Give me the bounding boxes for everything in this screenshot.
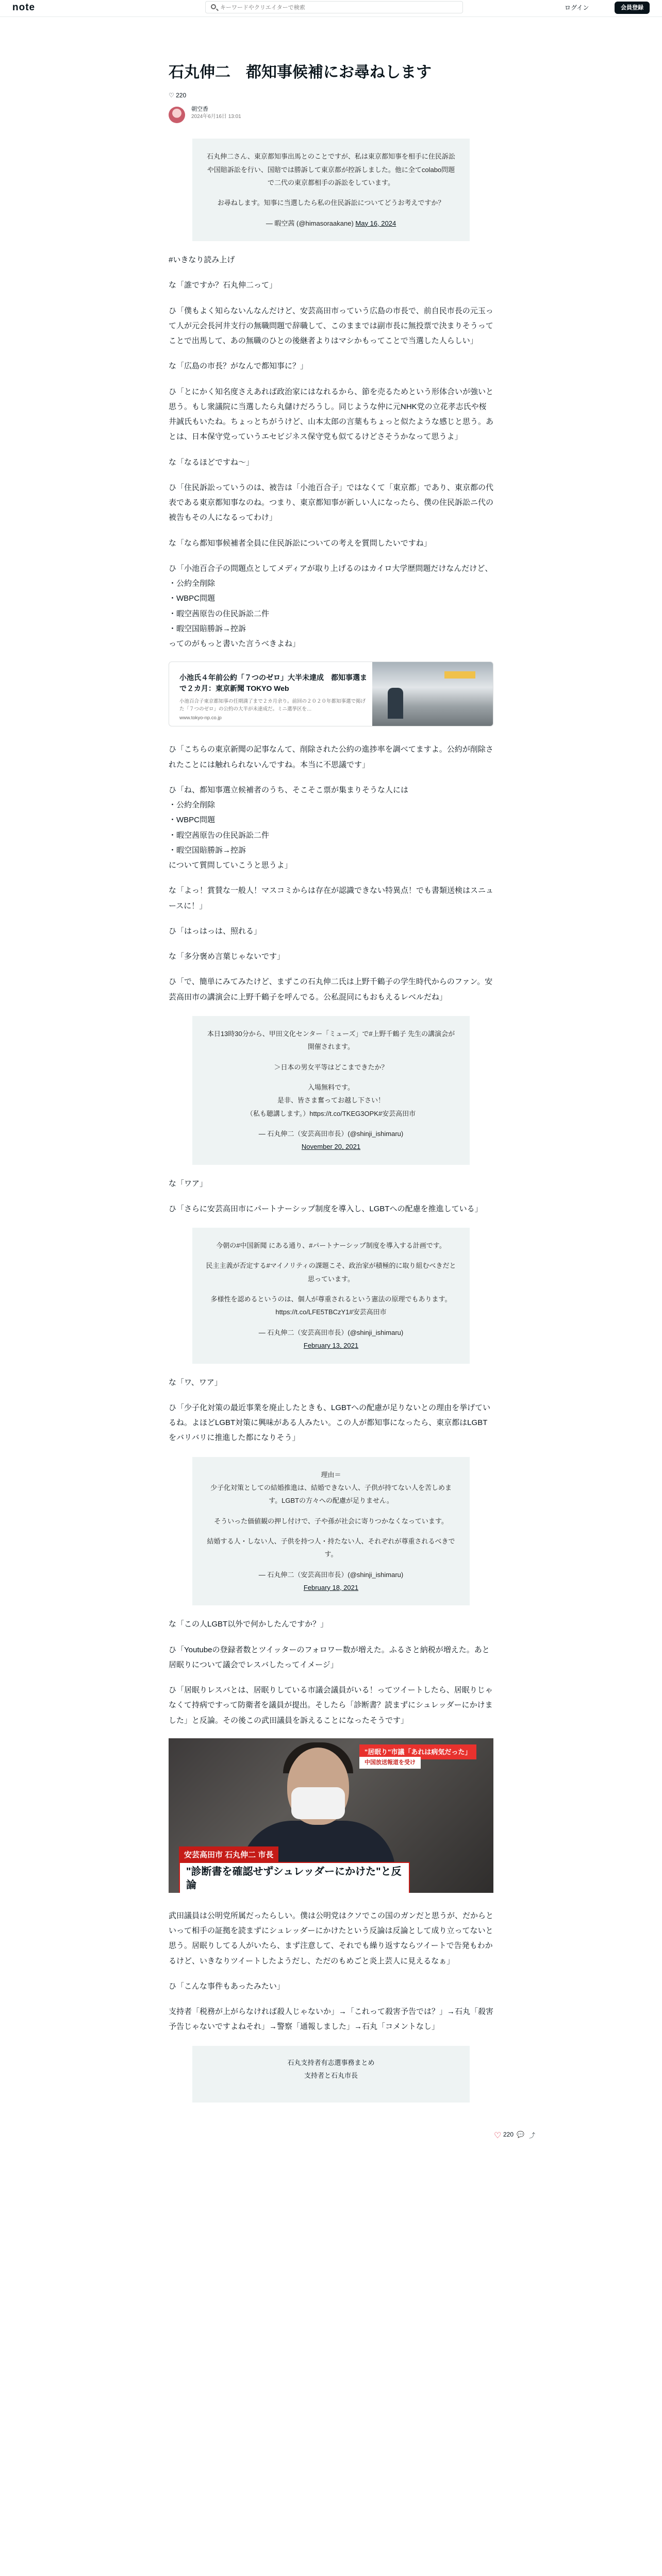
tweet-author: — 石丸伸二（安芸高田市長）(@shinji_ishimaru) <box>258 1570 404 1579</box>
paragraph: な「なら都知事候補者全員に住民訴訟についての考えを質問したいですね」 <box>169 538 432 548</box>
paragraph: ひ「ね、都知事選立候補者のうち、そこそこ票が集まりそうな人には ・公約全削除 ・WBPC問題 ・暇空茜原告の住民訴訟二件 ・暇空国賠勝訴→控訴 について質問していこうと思うよ」 <box>169 785 409 870</box>
link-card-description: 小池百合子東京都知事の任期満了まで２カ月余り。前回の２０２０年都知事選で掲げた「７つのゼロ」の公約の大半が未達成だ。ミニ選挙区を… <box>179 699 366 712</box>
tweet-author: — 石丸伸二（安芸高田市長）(@shinji_ishimaru) <box>258 1328 404 1336</box>
like-count: ♡ 220 <box>169 92 187 99</box>
paragraph: ひ「住民訴訟っていうのは、被告は「小池百合子」ではなくて「東京都」であり、東京都の代表である東京都知事なのね。つまり、東京都知事が新しい人になったら、僕の住民訴訟ニ代の被告もその人になるってわけ」 <box>169 483 494 522</box>
tweet-text: 本日13時30分から、甲田文化センター「ミューズ」で#上野千鶴子 先生の講演会が開催されます。 <box>207 1029 455 1051</box>
tweet-citation <box>206 1568 456 1595</box>
paragraph: ひ「居眠りレスバとは、居眠りしている市議会議員がいる！ってツイートしたら、居眠りじゃなくて持病ですって防衛者を議員が提出。そしたら「診断書？読まずにシュレッダーにかけました」と反論。その後この武田議員を訴えることになったそうです」 <box>169 1686 493 1725</box>
tweet-text: 今朝の#中国新聞 にある通り、#パートナーシップ制度を導入する計画です。 <box>216 1242 446 1250</box>
paragraph: な「誰ですか？石丸伸二って」 <box>169 281 277 290</box>
login-link[interactable]: ログイン <box>565 4 589 11</box>
paragraph: ひ「小池百合子の問題点としてメディアが取り上げるのはカイロ大学歴問題だけなんだけど、 ・公約全削除 ・WBPC問題 ・暇空茜原告の住民訴訟二件 ・暇空国賠勝訴→控訴 ってのがもっと書いた言うべきよね」 <box>169 564 493 649</box>
tweet-citation <box>206 1127 456 1154</box>
note-logo[interactable]: note <box>12 2 36 13</box>
paragraph: な「よっ！賞賛な一般人！マスコミからは存在が認識できない特異点！でも書類送検はスニュースに！」 <box>169 886 494 910</box>
tweet-text: 入場無料です。 是非、皆さま奮ってお越し下さい！ （私も聴講します。）https://t.co/TKEG3OPK#安芸高田市 <box>246 1083 416 1117</box>
link-card-url: www.tokyo-np.co.jp <box>179 715 222 721</box>
tweet-text: お尋ねします。知事に当選したら私の住民訴訟についてどうお考えですか？ <box>217 199 445 207</box>
paragraph: な「この人LGBT以外で何かしたんですか？」 <box>169 1620 328 1629</box>
avatar[interactable] <box>169 107 185 123</box>
tweet-quote <box>192 139 470 241</box>
paragraph: ひ「とにかく知名度さえあれば政治家にはなれるから、節を売るためという形体合いが強いと思う。もし衆議院に当選したら丸儲けだろうし。同じような仲に元NHK党の立花孝志氏や桜井誠氏もいたね。ちょっとちがうけど、山本太郎の言葉もちょっと似たような感じと思う。あとは、日本保守党っていうエセビジネス保守党も似てるけどさそうかなって思うよ」 <box>169 387 494 442</box>
news-subtitle: "診断書を確認せずシュレッダーにかけた"と反論 <box>179 1862 410 1893</box>
post-date: 2024年6月16日 13:01 <box>191 114 241 120</box>
tweet-date-link[interactable]: November 20, 2021 <box>301 1143 361 1151</box>
tweet-quote <box>192 2046 470 2103</box>
tweet-text: そういった価値観の押し付けで、子や孫が社会に寄りつかなくなっています。 <box>214 1517 448 1525</box>
tweet-date-link[interactable]: February 18, 2021 <box>303 1583 359 1591</box>
paragraph: 支持者「税務が上がらなければ殺人じゃないか」→「これって殺害予告では？」→石丸「殺害予告じゃないですよねそれ」→警察「通報しました」→石丸「コメントなし」 <box>169 2007 494 2031</box>
paragraph: な「広島の市長？がなんで都知事に？」 <box>169 362 308 371</box>
tweet-text: 理由＝ 少子化対策としての結婚推進は、結婚できない人、子供が持てない人を苦しめます。LGBTの方々への配慮が足りません。 <box>210 1470 452 1505</box>
tweet-text: 多様性を認めるというのは、個人が尊重されるという憲法の原理でもあります。https://t.co/LFE5TBCzY1#安芸高田市 <box>210 1295 452 1316</box>
heart-icon[interactable]: ♡ <box>494 2131 502 2140</box>
tweet-quote <box>192 1228 470 1363</box>
like-count-value: 220 <box>176 92 187 99</box>
paragraph: な「ワア」 <box>169 1179 208 1188</box>
link-card-title[interactable]: 小池氏４年前公約「７つのゼロ」大半未達成 都知事選まで２カ月：東京新聞 TOKYO Web <box>179 673 367 693</box>
author-name[interactable]: 朝空香 <box>191 106 208 113</box>
tweet-citation <box>206 1326 456 1352</box>
tweet-quote <box>192 1016 470 1165</box>
tweet-date-link[interactable]: May 16, 2024 <box>355 219 396 227</box>
tweet-citation <box>206 217 456 230</box>
paragraph: ひ「こんな事件もあったみたい」 <box>169 1981 285 1991</box>
tweet-text: 結婚する人・しない人、子供を持つ人・持たない人、それぞれが尊重されるべきです。 <box>207 1537 455 1558</box>
comment-icon[interactable]: 💬 <box>517 2131 524 2138</box>
paragraph: ひ「さらに安芸高田市にパートナーシップ制度を導入し、LGBTへの配慮を推進している」 <box>169 1204 483 1213</box>
tweet-text: 支持者と石丸市長 <box>304 2071 358 2079</box>
search-icon <box>211 4 216 9</box>
share-icon[interactable]: ⤴ <box>529 2132 536 2139</box>
search-box[interactable] <box>205 1 463 13</box>
paragraph: な「ワ、ワア」 <box>169 1378 222 1387</box>
link-card-thumbnail <box>372 662 493 726</box>
search-input[interactable] <box>219 3 458 13</box>
tweet-text: 民主主義が否定する#マイノリティの課題こそ、政治家が積極的に取り組むべきだと思っています。 <box>206 1262 456 1283</box>
paragraph: ひ「少子化対策の最近事業を廃止したときも、LGBTへの配慮が足りないとの理由を挙げているね。よほどLGBT対策に興味がある人みたい。この人が都知事になったら、東京都はLGBTをバリバリに推進した都になりそう」 <box>169 1403 491 1443</box>
tweet-author: — 石丸伸二（安芸高田市長）(@shinji_ishimaru) <box>258 1129 404 1138</box>
paragraph: ひ「はっはっは、照れる」 <box>169 926 262 936</box>
paragraph: 武田議員は公明党所属だったらしい。僕は公明党はクソでこの国のガンだと思うが、だからといって相手の証拠を読まずにシュレッダーにかけたという反論は反論として成り立ってないと思う。居眠りしてる人がいたら、まず注意して、それでも繰り返すならツイートで告発もわかるけど、いきなりツイートしたようだし、ただのもめごと炎上芸人に見えるなぁ」 <box>169 1911 494 1965</box>
paragraph: ひ「僕もよく知らないんなんだけど、安芸高田市っていう広島の市長で、前自民市長の元玉って人が元会長河井支行の無職問題で辞職して、このままでは副市長に無投票で決まりそうってことで出馬して、あの無職のひとの後継者よりはマシかもってことで当選した人らしい」 <box>169 306 493 346</box>
link-card[interactable] <box>169 662 493 726</box>
paragraph: #いきなり読み上げ <box>169 256 235 265</box>
news-caption: "居眠り"市議「あれは病気だった」 <box>359 1744 476 1759</box>
paragraph: ひ「Youtubeの登録者数とツイッターのフォロワー数が増えた。ふるさと納税が増えた。あと居眠りについて議会でレスバしたってイメージ」 <box>169 1645 490 1669</box>
signup-button[interactable]: 会員登録 <box>615 2 650 14</box>
tweet-text: ＞日本の男女平等はどこまできたか？ <box>274 1063 388 1071</box>
tweet-date-link[interactable]: February 13, 2021 <box>303 1342 359 1350</box>
tweet-author: — 暇空茜 (@himasoraakane) <box>266 219 354 227</box>
site-header <box>0 0 662 17</box>
news-name-banner: 安芸高田市 石丸伸二 市長 <box>179 1846 278 1863</box>
paragraph: ひ「こちらの東京新聞の記事なんて、削除された公約の進捗率を調べてますよ。公約が削除されたことには触れられないんですね。本当に不思議です」 <box>169 745 493 769</box>
paragraph: な「なるほどですね〜」 <box>169 457 254 467</box>
tweet-text: 石丸伸二さん、東京都知事出馬とのことですが、私は東京都知事を相手に住民訴訟や国賠訴訟を行い、国賠では勝訴して東京都が控訴しました。他に全てcolabo問題で二代の東京都相手の訴訟をしています。 <box>207 152 455 187</box>
paragraph: ひ「で、簡単にみてみたけど、まずこの石丸伸二氏は上野千鶴子の学生時代からのファン。安芸高田市の講演会に上野千鶴子を呼んでる。公私混同にもおもえるレベルだね」 <box>169 977 493 1002</box>
news-subcaption: 中国放送報道を受け <box>359 1757 421 1769</box>
news-screenshot-image <box>169 1738 493 1893</box>
article-title: 石丸伸二 都知事候補にお尋ねします <box>169 64 432 81</box>
article <box>169 62 493 2103</box>
paragraph: な「多分褒め言葉じゃないです」 <box>169 952 285 961</box>
side-like-count: 220 <box>503 2131 514 2138</box>
tweet-text: 石丸支持者有志選事務まとめ <box>287 2058 375 2066</box>
tweet-quote <box>192 1457 470 1606</box>
article-actions <box>494 2129 556 2140</box>
author-block[interactable] <box>169 106 493 127</box>
